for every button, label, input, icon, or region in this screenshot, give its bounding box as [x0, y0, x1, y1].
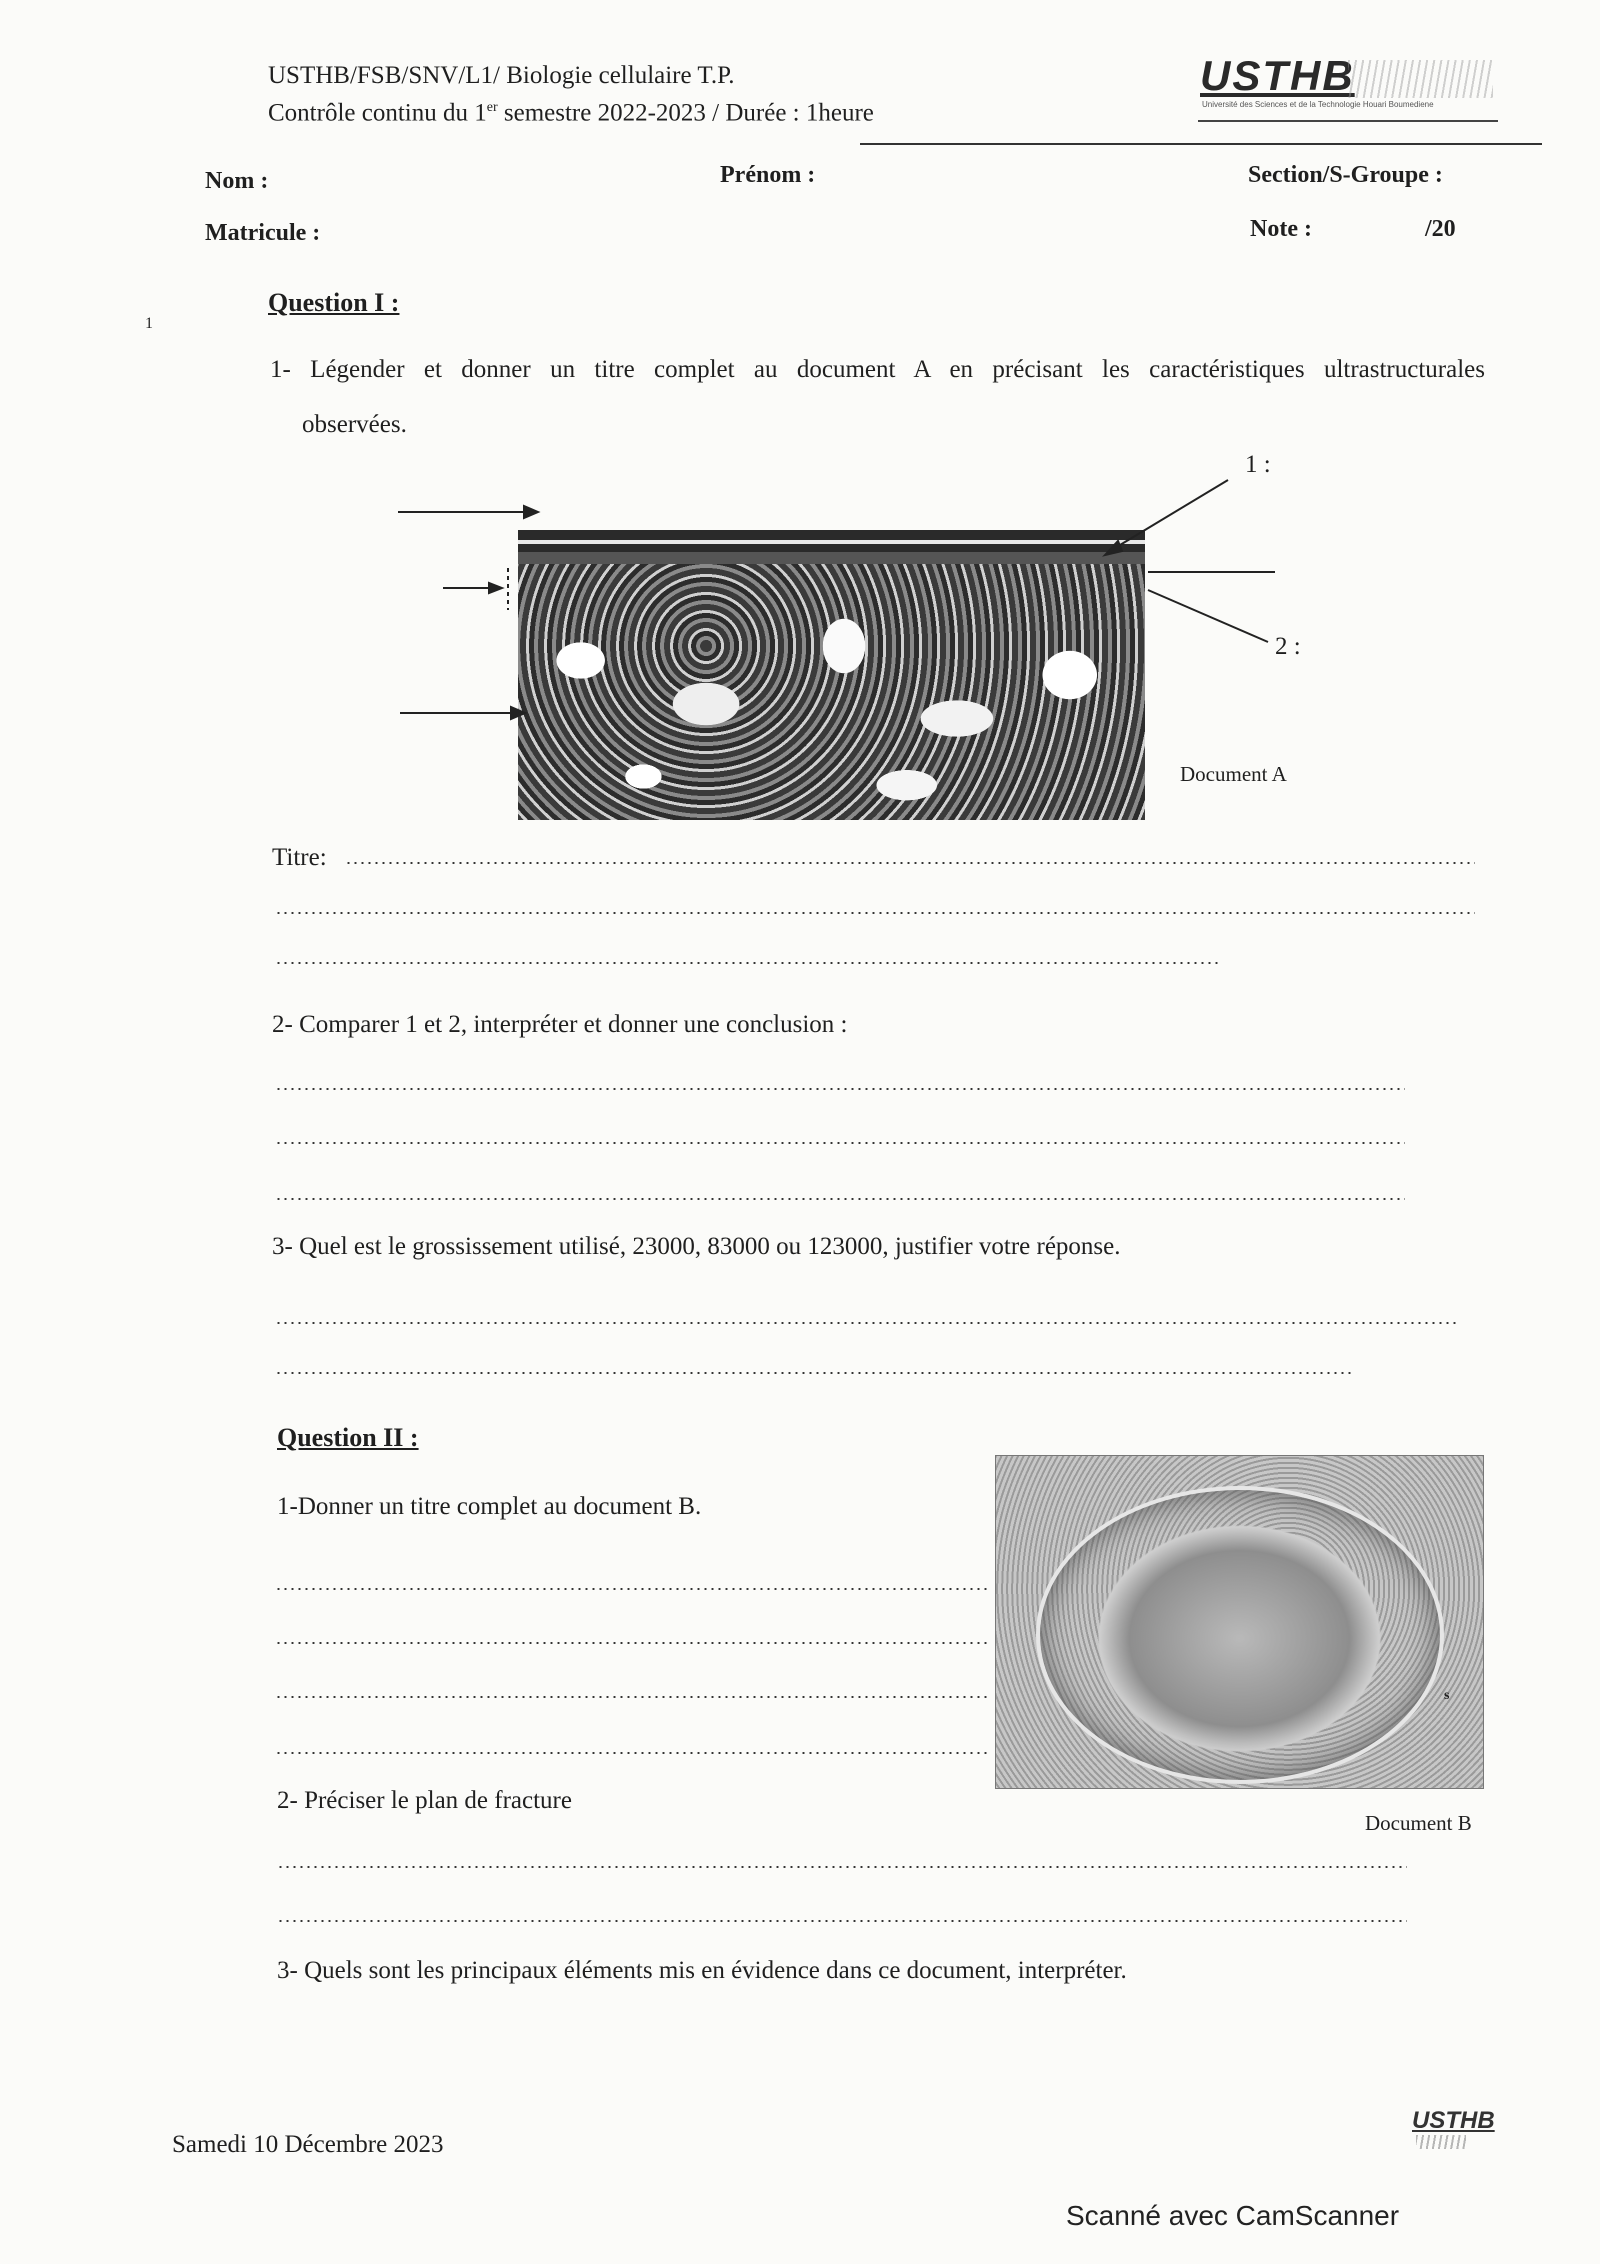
- arrow-label-1: [1115, 480, 1228, 548]
- q1-3-instruction: 3- Quel est le grossissement utilisé, 23000, 83000 ou 123000, justifier votre réponse.: [272, 1233, 1121, 1260]
- q1-2-instruction: 2- Comparer 1 et 2, interpréter et donner une conclusion :: [272, 1011, 848, 1038]
- note-label: Note :: [1250, 216, 1312, 242]
- answer-line[interactable]: [275, 1372, 1355, 1374]
- answer-line[interactable]: [275, 962, 1220, 964]
- answer-line[interactable]: [275, 1198, 1405, 1200]
- matricule-label: Matricule :: [205, 220, 321, 246]
- micrograph-mark: s: [1444, 1688, 1450, 1703]
- question2-title: Question II :: [277, 1423, 419, 1452]
- answer-line[interactable]: [275, 1322, 1460, 1324]
- margin-mark: 1: [145, 315, 153, 332]
- answer-line[interactable]: [277, 1866, 1407, 1868]
- answer-line[interactable]: [345, 862, 1475, 864]
- exam-subheader: Contrôle continu du 1er semestre 2022-2023 / Durée : 1heure: [268, 99, 874, 127]
- answer-line[interactable]: [275, 1588, 990, 1590]
- answer-line[interactable]: [277, 1920, 1407, 1922]
- prenom-label: Prénom :: [720, 162, 816, 188]
- document-b-label: Document B: [1365, 1811, 1472, 1835]
- usthb-footer-logo: [1412, 2107, 1542, 2143]
- answer-line[interactable]: [275, 1642, 990, 1644]
- nucleus-outline: [1036, 1486, 1444, 1784]
- q1-instruction-line2: observées.: [302, 411, 407, 438]
- question1-title: Question I :: [268, 288, 400, 317]
- titre-label: Titre:: [272, 844, 327, 871]
- course-header: USTHB/FSB/SNV/L1/ Biologie cellulaire T.P.: [268, 62, 735, 89]
- answer-line[interactable]: [275, 912, 1475, 914]
- q2-3-instruction: 3- Quels sont les principaux éléments mis en évidence dans ce document, interpréter.: [277, 1957, 1127, 1984]
- nom-label: Nom :: [205, 168, 269, 194]
- section-label: Section/S-Groupe :: [1248, 162, 1443, 188]
- exam-date: Samedi 10 Décembre 2023: [172, 2131, 444, 2158]
- answer-line[interactable]: [275, 1696, 990, 1698]
- q1-instruction-line1: 1- Légender et donner un titre complet au document A en précisant les caractéristiques ultrastructurales: [270, 356, 1485, 383]
- q2-1-instruction: 1-Donner un titre complet au document B.: [277, 1493, 702, 1520]
- label-1: 1 :: [1245, 451, 1271, 478]
- camscanner-watermark: Scanné avec CamScanner: [1066, 2200, 1400, 2231]
- document-a-label: Document A: [1180, 762, 1287, 786]
- label-2: 2 :: [1275, 633, 1301, 660]
- answer-line[interactable]: [275, 1088, 1405, 1090]
- q2-2-instruction: 2- Préciser le plan de fracture: [277, 1787, 572, 1814]
- document-b-micrograph: [995, 1455, 1484, 1789]
- line-label-2: [1148, 590, 1268, 642]
- answer-line[interactable]: [275, 1142, 1405, 1144]
- logo-decoration: [1416, 2135, 1466, 2149]
- usthb-logo-text: USTHB: [1200, 52, 1355, 99]
- usthb-logo-subtext: Université des Sciences et de la Technologie Houari Boumediene: [1202, 100, 1434, 109]
- answer-line[interactable]: [275, 1752, 990, 1754]
- usthb-footer-logo-text: USTHB: [1412, 2107, 1495, 2134]
- note-total: /20: [1425, 216, 1456, 242]
